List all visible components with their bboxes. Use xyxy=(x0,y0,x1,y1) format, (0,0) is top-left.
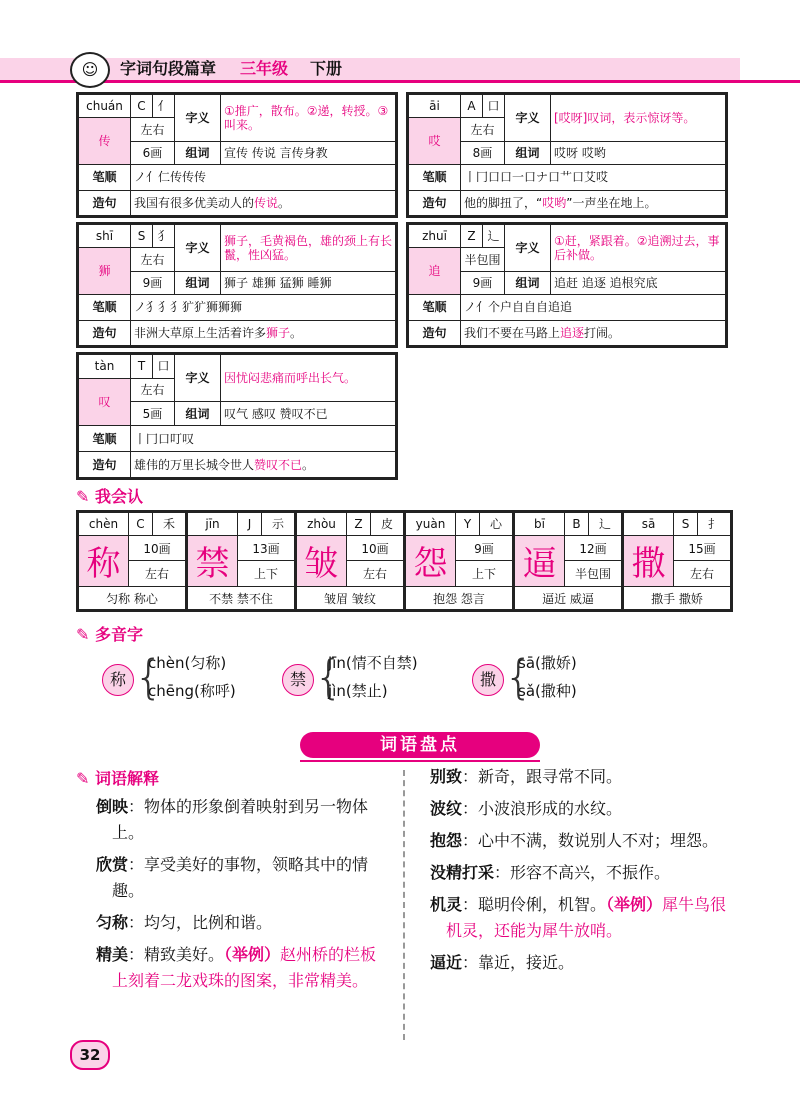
sentence-highlight: 追逐 xyxy=(560,325,585,340)
recognize-initial: Y xyxy=(456,513,480,536)
char-sentence xyxy=(131,320,396,346)
recognize-words: 匀称 称心 xyxy=(79,587,186,610)
sentence-text: 打闹。 xyxy=(584,325,621,340)
pencil-icon: ✎ xyxy=(76,487,95,506)
polyphonic-char: 禁 xyxy=(282,664,314,696)
glossary-entry xyxy=(430,796,730,822)
recognize-glyph: 称 xyxy=(79,535,129,587)
glossary-entry xyxy=(430,950,730,976)
glossary-definition: ：靠近，接近。 xyxy=(462,953,575,972)
char-meaning: 狮子，毛黄褐色，雄的颈上有长鬣，性凶猛。 xyxy=(221,225,396,272)
char-sentence xyxy=(131,190,396,216)
char-initial: C xyxy=(131,95,153,118)
char-stroke-order: 丨冂口口一口ナ口艹口艾哎 xyxy=(461,165,726,190)
page-header xyxy=(0,48,800,88)
recognize-stroke-count: 12画 xyxy=(565,535,622,561)
recognize-card xyxy=(294,510,406,612)
recognize-radical: 心 xyxy=(480,513,513,536)
pencil-icon: ✎ xyxy=(76,625,95,644)
recognize-words: 逼近 威逼 xyxy=(515,587,622,610)
strokes-label: 笔顺 xyxy=(409,165,461,190)
recognize-stroke-count: 10画 xyxy=(129,535,186,561)
char-initial: S xyxy=(131,225,153,248)
char-radical: 亻 xyxy=(153,95,175,118)
recognize-card xyxy=(621,510,733,612)
polyphonic-reading: sǎ(撒种) xyxy=(518,682,577,700)
recognize-words: 皱眉 皱纹 xyxy=(297,587,404,610)
char-stroke-count: 9画 xyxy=(461,271,505,294)
recognize-radical: 禾 xyxy=(153,513,186,536)
char-glyph: 叹 xyxy=(79,378,131,425)
recognize-stroke-count: 10画 xyxy=(347,535,404,561)
char-pinyin: shī xyxy=(79,225,131,248)
char-card xyxy=(406,92,728,218)
sentence-highlight: 赞叹不已 xyxy=(254,457,303,472)
section-banner: 词语盘点 xyxy=(300,732,540,758)
sentence-text: 他的脚扭了，“ xyxy=(464,195,543,210)
glossary-definition: ：新奇，跟寻常不同。 xyxy=(462,767,623,786)
char-card xyxy=(76,222,398,348)
mascot-icon: ☺ xyxy=(70,52,110,88)
brace-icon: { xyxy=(314,650,344,704)
char-initial: Z xyxy=(461,225,483,248)
sentence-text: 。 xyxy=(290,325,303,340)
recognize-structure: 半包围 xyxy=(565,561,622,587)
example-tag: （举例） xyxy=(606,895,663,914)
glossary-term: 抱怨 xyxy=(430,831,463,850)
char-stroke-count: 9画 xyxy=(131,271,175,294)
strokes-label: 笔顺 xyxy=(79,165,131,190)
recognize-words: 不禁 禁不住 xyxy=(188,587,295,610)
char-radical: 口 xyxy=(483,95,505,118)
meaning-label: 字义 xyxy=(175,355,221,402)
recognize-initial: S xyxy=(674,513,698,536)
char-meaning: [哎呀]叹词，表示惊讶等。 xyxy=(551,95,726,142)
words-label: 组词 xyxy=(175,141,221,164)
glossary-example: 赵州桥的栏板上刻着二龙戏珠的图案，非常精美。 xyxy=(112,945,377,990)
glossary-entry xyxy=(96,794,392,846)
recognize-card xyxy=(185,510,297,612)
char-stroke-count: 6画 xyxy=(131,141,175,164)
char-stroke-count: 8画 xyxy=(461,141,505,164)
example-tag: （举例） xyxy=(224,945,281,964)
char-sentence xyxy=(131,452,396,478)
char-glyph: 哎 xyxy=(409,118,461,165)
char-pinyin: tàn xyxy=(79,355,131,379)
glossary-entry xyxy=(96,942,392,994)
char-radical: 口 xyxy=(153,355,175,379)
recognize-pinyin: bī xyxy=(515,513,565,536)
sentence-text: 。 xyxy=(278,195,291,210)
glossary-definition: ：心中不满，数说别人不对；埋怨。 xyxy=(462,831,719,850)
glossary-term: 倒映 xyxy=(96,797,129,816)
recognize-glyph: 逼 xyxy=(515,535,565,587)
char-glyph: 传 xyxy=(79,118,131,165)
char-pinyin: zhuī xyxy=(409,225,461,248)
glossary-definition: ：聪明伶俐，机智。 xyxy=(462,895,607,914)
sentence-label: 造句 xyxy=(79,452,131,478)
header-rule xyxy=(0,80,800,83)
words-label: 组词 xyxy=(175,402,221,426)
glossary-right-column xyxy=(430,764,730,982)
polyphonic-char: 撒 xyxy=(472,664,504,696)
glossary-term: 没精打采 xyxy=(430,863,495,882)
glossary-definition: ：物体的形象倒着映射到另一物体上。 xyxy=(112,797,369,842)
recognize-stroke-count: 13画 xyxy=(238,535,295,561)
char-structure: 左右 xyxy=(131,248,175,271)
recognize-stroke-count: 9画 xyxy=(456,535,513,561)
sentence-text: 非洲大草原上生活着许多 xyxy=(134,325,267,340)
recognize-radical: 扌 xyxy=(698,513,731,536)
char-stroke-order: ノ亻个户自自自追追 xyxy=(461,295,726,320)
sentence-highlight: 哎哟 xyxy=(542,195,567,210)
sentence-text: ”一声坐在地上。 xyxy=(566,195,657,210)
recognize-initial: Z xyxy=(347,513,371,536)
recognize-radical: 示 xyxy=(262,513,295,536)
polyphonic-char: 称 xyxy=(102,664,134,696)
words-label: 组词 xyxy=(505,141,551,164)
char-pinyin: āi xyxy=(409,95,461,118)
char-stroke-order: 丨冂口叮叹 xyxy=(131,426,396,452)
polyphonic-heading xyxy=(76,622,143,645)
recognize-card xyxy=(512,510,624,612)
polyphonic-reading: chèn(匀称) xyxy=(148,654,227,672)
recognize-initial: B xyxy=(565,513,589,536)
recognize-pinyin: jīn xyxy=(188,513,238,536)
polyphonic-reading: sā(撒娇) xyxy=(518,654,577,672)
recognize-words: 抱怨 怨言 xyxy=(406,587,513,610)
char-glyph: 追 xyxy=(409,248,461,295)
char-sentence xyxy=(461,320,726,346)
words-label: 组词 xyxy=(175,271,221,294)
char-meaning: 因忧闷悲痛而呼出长气。 xyxy=(221,355,396,402)
glossary-entry xyxy=(430,892,730,944)
char-words: 哎呀 哎哟 xyxy=(551,141,726,164)
polyphonic-title: 多音字 xyxy=(94,625,143,644)
volume-label: 下册 xyxy=(310,59,343,78)
glossary-definition: ：享受美好的事物，领略其中的情趣。 xyxy=(112,855,369,900)
sentence-text: 雄伟的万里长城令世人 xyxy=(134,457,255,472)
recognize-structure: 上下 xyxy=(238,561,295,587)
banner-underline xyxy=(300,760,540,762)
recognize-structure: 上下 xyxy=(456,561,513,587)
char-meaning: ①赶，紧跟着。②追溯过去，事后补做。 xyxy=(551,225,726,272)
sentence-label: 造句 xyxy=(79,320,131,346)
char-card xyxy=(406,222,728,348)
recognize-radical: 辶 xyxy=(589,513,622,536)
recognize-structure: 左右 xyxy=(129,561,186,587)
recognize-pinyin: sā xyxy=(624,513,674,536)
glossary-term: 欣赏 xyxy=(96,855,129,874)
char-initial: A xyxy=(461,95,483,118)
glossary-definition: ：均匀，比例和谐。 xyxy=(128,913,273,932)
brace-icon: { xyxy=(504,650,534,704)
sentence-text: 我国有很多优美动人的 xyxy=(134,195,255,210)
strokes-label: 笔顺 xyxy=(409,295,461,320)
char-words: 宣传 传说 言传身教 xyxy=(221,141,396,164)
char-radical: 辶 xyxy=(483,225,505,248)
book-title: 字词句段篇章 xyxy=(120,59,217,78)
meaning-label: 字义 xyxy=(175,225,221,272)
char-stroke-order: ノ亻仁传传传 xyxy=(131,165,396,190)
glossary-term: 波纹 xyxy=(430,799,463,818)
polyphonic-reading: jìn(禁止) xyxy=(328,682,388,700)
brace-icon: { xyxy=(134,650,164,704)
glossary-definition: ：小波浪形成的水纹。 xyxy=(462,799,623,818)
recognize-card xyxy=(76,510,188,612)
char-meaning: ①推广，散布。②递，转授。③叫来。 xyxy=(221,95,396,142)
glossary-term: 别致 xyxy=(430,767,463,786)
sentence-highlight: 狮子 xyxy=(266,325,291,340)
char-structure: 左右 xyxy=(131,378,175,402)
recognize-structure: 左右 xyxy=(674,561,731,587)
glossary-term: 机灵 xyxy=(430,895,463,914)
glossary-term: 逼近 xyxy=(430,953,463,972)
char-structure: 左右 xyxy=(131,118,175,141)
page-number: 32 xyxy=(70,1040,110,1070)
polyphonic-reading: jīn(情不自禁) xyxy=(328,654,418,672)
recognize-title: 我会认 xyxy=(94,487,143,506)
glossary-entry xyxy=(430,828,730,854)
glossary-example: 犀牛鸟很机灵，还能为犀牛放哨。 xyxy=(446,895,727,940)
meaning-label: 字义 xyxy=(175,95,221,142)
meaning-label: 字义 xyxy=(505,225,551,272)
recognize-structure: 左右 xyxy=(347,561,404,587)
char-card xyxy=(76,92,398,218)
char-words: 狮子 雄狮 猛狮 睡狮 xyxy=(221,271,396,294)
char-structure: 左右 xyxy=(461,118,505,141)
sentence-label: 造句 xyxy=(79,190,131,216)
strokes-label: 笔顺 xyxy=(79,295,131,320)
sentence-label: 造句 xyxy=(409,190,461,216)
pencil-icon: ✎ xyxy=(76,769,95,788)
glossary-term: 精美 xyxy=(96,945,129,964)
glossary-definition: ：精致美好。 xyxy=(128,945,225,964)
glossary-term: 匀称 xyxy=(96,913,129,932)
char-sentence xyxy=(461,190,726,216)
glossary-entry xyxy=(430,860,730,886)
char-radical: 犭 xyxy=(153,225,175,248)
column-divider xyxy=(403,770,405,1040)
glossary-entry xyxy=(96,852,392,904)
recognize-words: 撒手 撒娇 xyxy=(624,587,731,610)
char-words: 追赶 追逐 追根究底 xyxy=(551,271,726,294)
strokes-label: 笔顺 xyxy=(79,426,131,452)
char-words: 叹气 感叹 赞叹不已 xyxy=(221,402,396,426)
glossary-heading xyxy=(76,766,159,789)
recognize-pinyin: zhòu xyxy=(297,513,347,536)
recognize-initial: J xyxy=(238,513,262,536)
sentence-label: 造句 xyxy=(409,320,461,346)
char-card xyxy=(76,352,398,480)
sentence-text: 我们不要在马路上 xyxy=(464,325,561,340)
polyphonic-reading: chēng(称呼) xyxy=(148,682,236,700)
glossary-definition: ：形容不高兴，不振作。 xyxy=(494,863,671,882)
char-structure: 半包围 xyxy=(461,248,505,271)
recognize-radical: 皮 xyxy=(371,513,404,536)
glossary-entry xyxy=(96,910,392,936)
recognize-pinyin: chèn xyxy=(79,513,129,536)
char-initial: T xyxy=(131,355,153,379)
sentence-text: 。 xyxy=(302,457,315,472)
recognize-card xyxy=(403,510,515,612)
grade-label: 三年级 xyxy=(240,59,289,78)
recognize-glyph: 撒 xyxy=(624,535,674,587)
char-pinyin: chuán xyxy=(79,95,131,118)
char-stroke-order: ノ犭犭犭犷犷狮狮狮 xyxy=(131,295,396,320)
char-stroke-count: 5画 xyxy=(131,402,175,426)
recognize-stroke-count: 15画 xyxy=(674,535,731,561)
recognize-heading xyxy=(76,484,143,507)
glossary-title: 词语解释 xyxy=(94,769,159,788)
recognize-glyph: 怨 xyxy=(406,535,456,587)
recognize-glyph: 禁 xyxy=(188,535,238,587)
recognize-initial: C xyxy=(129,513,153,536)
glossary-entry xyxy=(430,764,730,790)
sentence-highlight: 传说 xyxy=(254,195,279,210)
header-band xyxy=(0,58,740,80)
recognize-glyph: 皱 xyxy=(297,535,347,587)
recognize-pinyin: yuàn xyxy=(406,513,456,536)
glossary-left-column xyxy=(96,794,392,1000)
meaning-label: 字义 xyxy=(505,95,551,142)
char-glyph: 狮 xyxy=(79,248,131,295)
words-label: 组词 xyxy=(505,271,551,294)
